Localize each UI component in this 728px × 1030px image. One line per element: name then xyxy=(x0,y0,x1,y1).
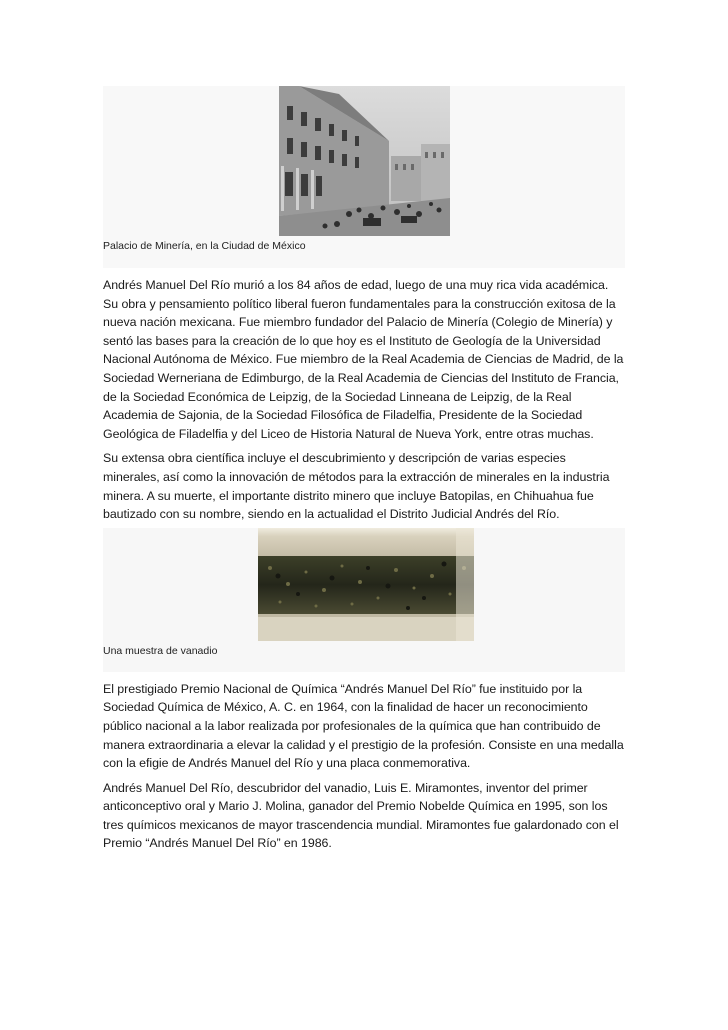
paragraph: El prestigiado Premio Nacional de Química “Andrés Manuel Del Río” fue instituido por la Sociedad Química de México, A. C. en 1964, con la finalidad de hacer un reconocimiento público nacional a la labor realizada por profesionales de la química que han contribuido de manera extraordinaria a elevar la calidad y el prestigio de la profesión. Consiste en una medalla con la efigie de Andrés Manuel del Río y una placa conmemorativa. xyxy=(103,681,624,771)
paragraph: Andrés Manuel Del Río, descubridor del vanadio, Luis E. Miramontes, inventor del primer anticonceptivo oral y Mario J. Molina, ganador del Premio Nobelde Química en 1995, son los tres químicos mexicanos de mayor trascendencia mundial. Miramontes fue galardonado con el Premio “Andrés Manuel Del Río” en 1986. xyxy=(103,780,619,851)
text-section-1 xyxy=(103,268,625,524)
document-page xyxy=(103,0,625,853)
figure-caption: Palacio de Minería, en la Ciudad de México xyxy=(103,240,306,252)
text-section-2 xyxy=(103,672,625,853)
figure-caption: Una muestra de vanadio xyxy=(103,644,218,657)
paragraph: Andrés Manuel Del Río murió a los 84 años de edad, luego de una muy rica vida académica. Su obra y pensamiento político liberal fueron fundamentales para la construcción exitosa de la nueva nación mexicana. Fue miembro fundador del Palacio de Minería (Colegio de Minería) y sentó las bases para la creación de lo que hoy es el Instituto de Geología de la Universidad Nacional Autónoma de México. Fue miembro de la Real Academia de Ciencias de Madrid, de la Sociedad Werneriana de Edimburgo, de la Real Academia de Ciencias del Instituto de Francia, de la Sociedad Económica de Leipzig, de la Sociedad Linneana de Leipzig, de la Real Academia de Sajonia, de la Sociedad Filosófica de Filadelfia, Presidente de la Sociedad Geológica de Filadelfia y del Liceo de Historia Natural de Nueva York, entre otras muchas. xyxy=(103,278,624,441)
figure-vanadio xyxy=(103,528,625,672)
vanadium-sample-vial-icon xyxy=(258,528,474,641)
palacio-mineria-image xyxy=(279,86,450,236)
palacio-mineria-engraving-icon xyxy=(279,86,450,236)
vanadium-sample-image xyxy=(258,528,474,641)
paragraph: Su extensa obra científica incluye el descubrimiento y descripción de varias especies minerales, así como la innovación de métodos para la extracción de minerales en la industria minera. A su muerte, el importante distrito minero que incluye Batopilas, en Chihuahua fue bautizado con su nombre, siendo en la actualidad el Distrito Judicial Andrés del Río. xyxy=(103,451,610,522)
figure-palacio xyxy=(103,86,625,268)
